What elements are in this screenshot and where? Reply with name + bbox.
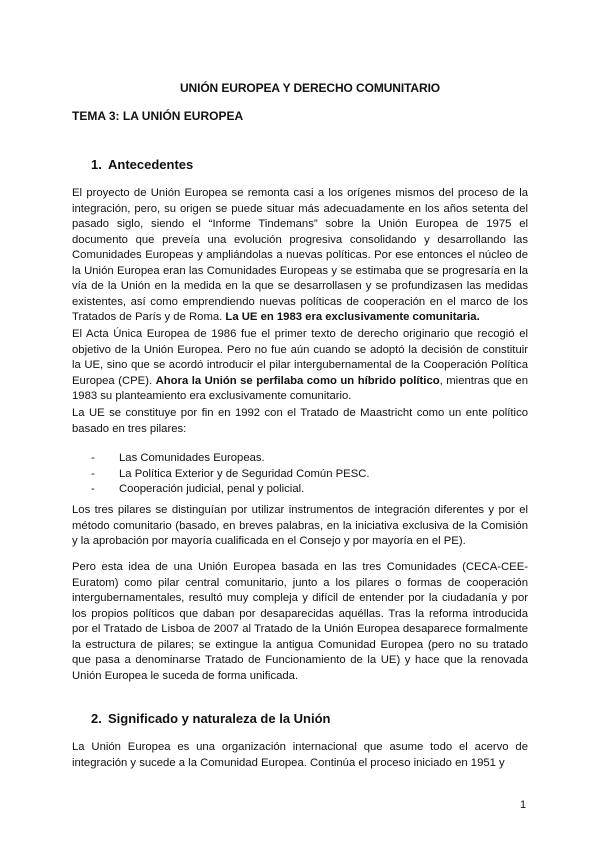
paragraph-2-text-before: El Acta Única Europea de 1986 fue el primer texto de derecho originario que recogió el objetivo de la Unión Europea. Pero no fue aún cuando se adoptó la decisión de constituir la UE, sino que se acordó introducir el pilar intergubernamental de la Cooperación Política Europea (CPE). — [72, 328, 528, 387]
list-item — [91, 467, 370, 483]
list-marker: - — [91, 483, 95, 495]
list-item-text: Las Comunidades Europeas. — [119, 452, 265, 464]
section-2-heading — [91, 711, 331, 726]
paragraph-1-text: El proyecto de Unión Europea se remonta casi a los orígenes mismos del proceso de la integración, pero, su origen se puede situar más adecuadamente en los años setenta del pasado siglo, siendo el “Informe Tindemans” sobre la Unión Europea de 1975 el documento que preveía una evolución progresiva consolidando y desarrollando las Comunidades Europeas y ampliándolas a nuevas políticas. Por ese entonces el núcleo de la Unión Europea eran las Comunidades Europeas y se estimaba que se progresaría en la vía de la Unión en la medida en la que se desarrollasen y se profundizasen las medidas existentes, así como emprendiendo nuevas políticas de cooperación en el marco de los Tratados de París y de Roma. — [72, 187, 528, 323]
document-title: UNIÓN EUROPEA Y DERECHO COMUNITARIO — [179, 81, 441, 95]
pillars-list — [91, 451, 370, 498]
list-item — [91, 451, 370, 467]
paragraph-2 — [72, 327, 528, 405]
list-item — [91, 482, 370, 498]
paragraph-1-bold: La UE en 1983 era exclusivamente comunitaria. — [225, 311, 480, 323]
page-number: 1 — [520, 799, 527, 811]
list-marker: - — [91, 452, 95, 464]
list-marker: - — [91, 467, 95, 480]
paragraph-5: Pero esta idea de una Unión Europea basada en las tres Comunidades (CECA-CEE-Euratom) como pilar central comunitario, junto a los pilares o formas de cooperación intergubernamentales, resultó muy compleja y difícil de entender por la ciudadanía y por los propios políticos que daban por desaparecidas aquéllas. Tras la reforma introducida por el Tratado de Lisboa de 2007 al Tratado de la Unión Europea desaparece formalmente la estructura de pilares; se extingue la antigua Comunidad Europea (pero no su tratado que pasa a denominarse Tratado de Funcionamiento de la UE) y hace que la renovada Unión Europea le suceda de forma unificada. — [72, 561, 528, 682]
paragraph-4: Los tres pilares se distinguían por utilizar instrumentos de integración diferentes y por el método comunitario (basado, en breves palabras, en la iniciativa exclusiva de la Comisión y la aprobación por mayoría cualificada en el Consejo y por mayoría en el PE). — [72, 504, 528, 547]
paragraph-6: La Unión Europea es una organización internacional que asume todo el acervo de integración y sucede a la Comunidad Europea. Continúa el proceso iniciado en 1951 y — [72, 741, 528, 769]
section-2-number: 2. — [91, 711, 102, 726]
list-item-text: La Política Exterior y de Seguridad Común PESC. — [119, 467, 370, 480]
section-1-heading — [91, 157, 193, 172]
section-2-title: Significado y naturaleza de la Unión — [108, 711, 331, 726]
list-item-text: Cooperación judicial, penal y policial. — [119, 483, 305, 495]
section-1-number: 1. — [91, 157, 102, 172]
paragraph-3: La UE se constituye por fin en 1992 con el Tratado de Maastricht como un ente político basado en tres pilares: — [72, 407, 528, 435]
topic-heading: TEMA 3: LA UNIÓN EUROPEA — [72, 109, 244, 123]
section-1-title: Antecedentes — [108, 157, 194, 172]
paragraph-1 — [72, 186, 528, 326]
paragraph-2-text-after: , mientras que en 1983 su planteamiento era exclusivamente comunitario. — [72, 374, 528, 402]
paragraph-2-bold: Ahora la Unión se perfilaba como un híbrido político — [155, 374, 440, 387]
